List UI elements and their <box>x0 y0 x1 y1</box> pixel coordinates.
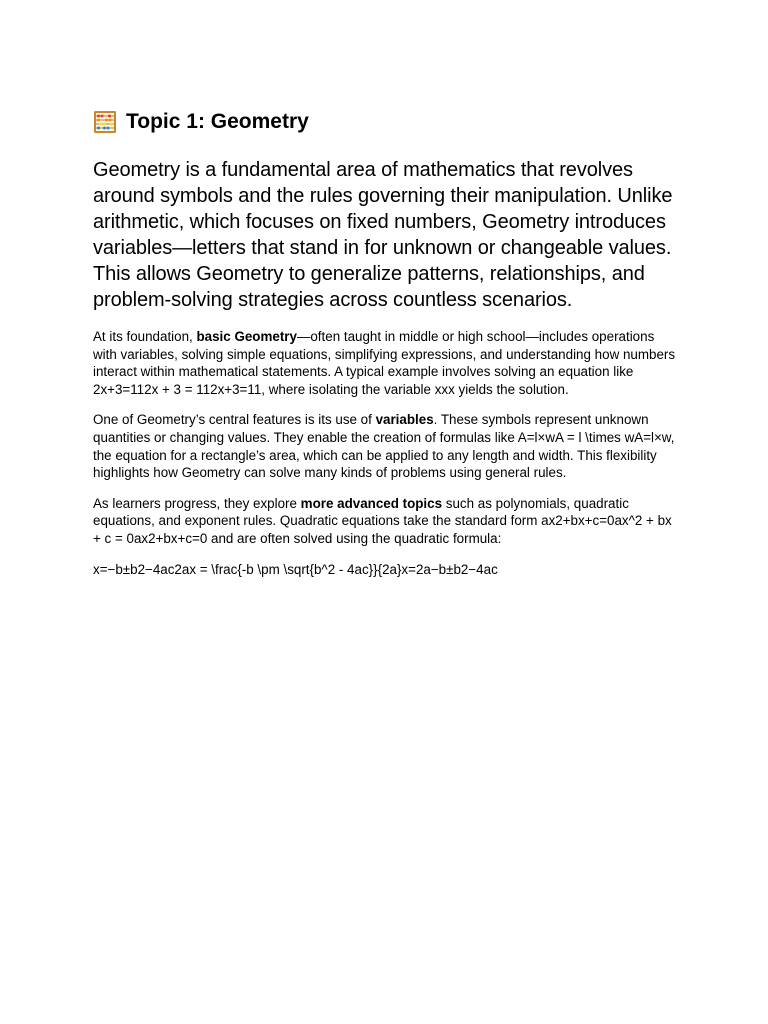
paragraph-text: such as polynomials, quadratic equations, and exponent rules. Quadratic equations take the standard form ax2+bx+c=0ax^2 + bx + c = 0ax2+bx+c=0 and are often solved using the quadratic formula: <box>93 495 672 546</box>
bold-term: more advanced topics <box>300 495 443 511</box>
paragraph-text: . These symbols represent unknown quantities or changing values. They enable the creation of formulas like A=l×wA = l \times wA=l×w, the equation for a rectangle’s area, which can be applied to any length and width. This flexibility highlights how Geometry can solve many kinds of problems using general rules. <box>93 412 675 481</box>
paragraph-variables <box>93 411 678 481</box>
intro-paragraph: Geometry is a fundamental area of mathematics that revolves around symbols and the rules governing their manipulation. Unlike arithmetic, which focuses on fixed numbers, Geometry introduces variables—letters that stand in for unknown or changeable values. This allows Geometry to generalize patterns, relationships, and problem-solving strategies across countless scenarios. <box>93 159 673 311</box>
bold-term: basic Geometry <box>196 329 297 344</box>
paragraph-text: At its foundation, <box>93 329 197 344</box>
abacus-icon <box>93 110 117 134</box>
paragraph-basic-geometry <box>93 328 678 398</box>
paragraph-text: As learners progress, they explore <box>93 495 301 511</box>
paragraph-text: One of Geometry’s central features is its use of <box>93 412 376 428</box>
paragraph-text: —often taught in middle or high school—includes operations with variables, solving simple equations, simplifying expressions, and understanding how numbers interact within mathematical statements. A typical example involves solving an equation like 2x+3=112x + 3 = 112x+3=11, where isolating the variable xxx yields the solution. <box>93 329 676 397</box>
section-heading <box>93 108 678 136</box>
bold-term: variables <box>375 412 434 428</box>
paragraph-advanced-topics <box>93 495 678 548</box>
quadratic-formula: x=−b±b2−4ac2ax = \frac{-b \pm \sqrt{b^2 - 4ac}}{2a}x=2a−b±b2−4ac <box>93 561 498 577</box>
document-page <box>93 108 678 578</box>
page-title: Topic 1: Geometry <box>126 110 309 133</box>
